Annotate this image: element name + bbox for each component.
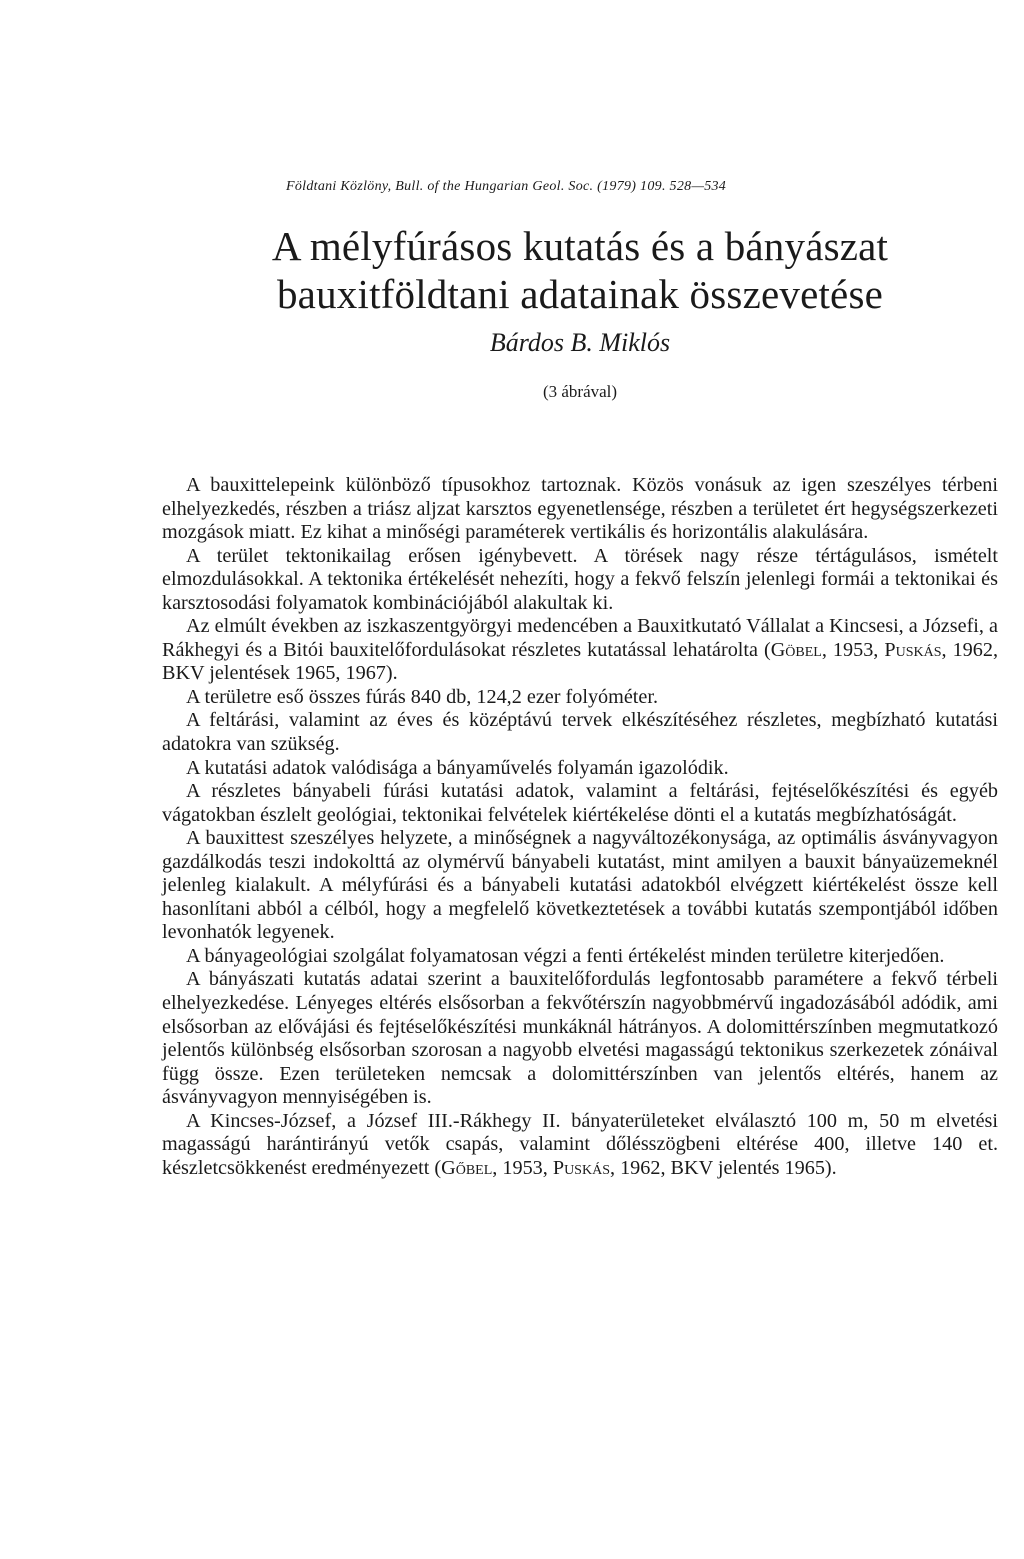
citation-author: Puskás <box>884 638 942 661</box>
author-name: Bárdos B. Miklós <box>489 328 671 357</box>
paragraph-3-text-c: , 1962, BKV jelentések 1965, 1967). <box>162 638 999 685</box>
paragraph-11-text-b: , 1953, <box>492 1156 553 1179</box>
paragraph-3-text-a: Az elmúlt években az iszkaszentgyörgyi medencében a Bauxitkutató Vállalat a Kincsesi, a Józsefi, a Rákhegyi és a Bitói bauxitelőfordulásokat részletes kutatással lehatárolta ( <box>162 615 998 661</box>
paragraph-1: A bauxittelepeink különböző típusokhoz tartoznak. Közös vonásuk az igen szeszélyes térbeni elhelyezkedés, részben a triász aljzat karsztos egyenetlensége, részben a területet ért hegységszerkezeti mozgások miatt. Ez kihat a minőségi paraméterek vertikális és horizontális alakulására. <box>162 474 998 544</box>
paragraph-8: A bauxittest szeszélyes helyzete, a minőségnek a nagyváltozékonysága, az optimális ásványvagyon gazdálkodás teszi indokolttá az olymérvű bányabeli kutatást, mint amilyen a bauxit bányaüzemeknél jelenleg kialakult. A mélyfúrási és a bányabeli kutatási adatokból elvégzett kiértékelést össze kell hasonlítani abból a célból, hogy a megfelelő következtetések a további kutatás szempontjából időben levonhatók legyenek. <box>162 827 998 944</box>
paragraph-2: A terület tektonikailag erősen igénybevett. A törések nagy része tértágulásos, ismételt elmozdulásokkal. A tektonika értékelését nehezíti, hogy a fekvő felszín jelenlegi formái a tektonikai és karsztosodási folyamatok kombinációjából alakultak ki. <box>162 544 998 614</box>
paragraph-11-text-c: , 1962, BKV jelentés 1965). <box>609 1156 837 1179</box>
article-body <box>162 474 998 1180</box>
paragraph-7: A részletes bányabeli fúrási kutatási adatok, valamint a feltárási, fejtéselőkészítési és egyéb vágatokban észlelt geológiai, tektonikai felvételek kiértékelése dönti el a kutatás megbízhatóságát. <box>162 780 998 826</box>
citation-author: Gőbel <box>441 1156 493 1179</box>
paragraph-11-text-a: A Kincses-József, a József III.-Rákhegy II. bányaterületeket elválasztó 100 m, 50 m elvetési magasságú harántirányú vetők csapás, valamint dőlésszögbeni eltérése 400, illetve 140 et. készletcsökkenést eredményezett ( <box>162 1109 998 1179</box>
citation-author: Puskás <box>552 1156 610 1179</box>
paragraph-10: A bányászati kutatás adatai szerint a bauxitelőfordulás legfontosabb paramétere a fekvő térbeli elhelyezkedése. Lényeges eltérés elsősorban a fekvőtérszín nagyobbmérvű ingadozásából adódik, ami elsősorban az elővájási és fejtéselőkészítési munkáknál hátrányos. A dolomittérszínben megmutatkozó jelentős különbség elsősorban szorosan a nagyobb elvetési magasságú tektonikus szerkezetek zónáival függ össze. Ezen területeken nemcsak a dolomittérszínben van jelentős eltérés, hanem az ásványvagyon mennyiségében is. <box>162 968 998 1109</box>
paragraph-6: A kutatási adatok valódisága a bányaművelés folyamán igazolódik. <box>186 756 729 779</box>
paragraph-9: A bányageológiai szolgálat folyamatosan végzi a fenti értékelést minden területre kiterjedően. <box>186 944 945 967</box>
citation-author: Göbel <box>770 638 822 661</box>
article-title-line-1: A mélyfúrásos kutatás és a bányászat <box>271 223 889 269</box>
article-title-line-2: bauxitföldtani adatainak összevetése <box>276 271 884 317</box>
paragraph-4: A területre eső összes fúrás 840 db, 124,2 ezer folyóméter. <box>186 685 659 708</box>
running-head: Földtani Közlöny, Bull. of the Hungarian Geol. Soc. (1979) 109. 528—534 <box>286 179 727 194</box>
paragraph-11 <box>162 1110 998 1181</box>
paragraph-3-text-b: , 1953, <box>821 638 885 661</box>
paragraph-3 <box>162 615 998 686</box>
figures-note: (3 ábrával) <box>542 382 618 401</box>
article-title <box>162 222 998 318</box>
paragraph-5: A feltárási, valamint az éves és középtávú tervek elkészítéséhez részletes, megbízható kutatási adatokra van szükség. <box>162 709 998 756</box>
